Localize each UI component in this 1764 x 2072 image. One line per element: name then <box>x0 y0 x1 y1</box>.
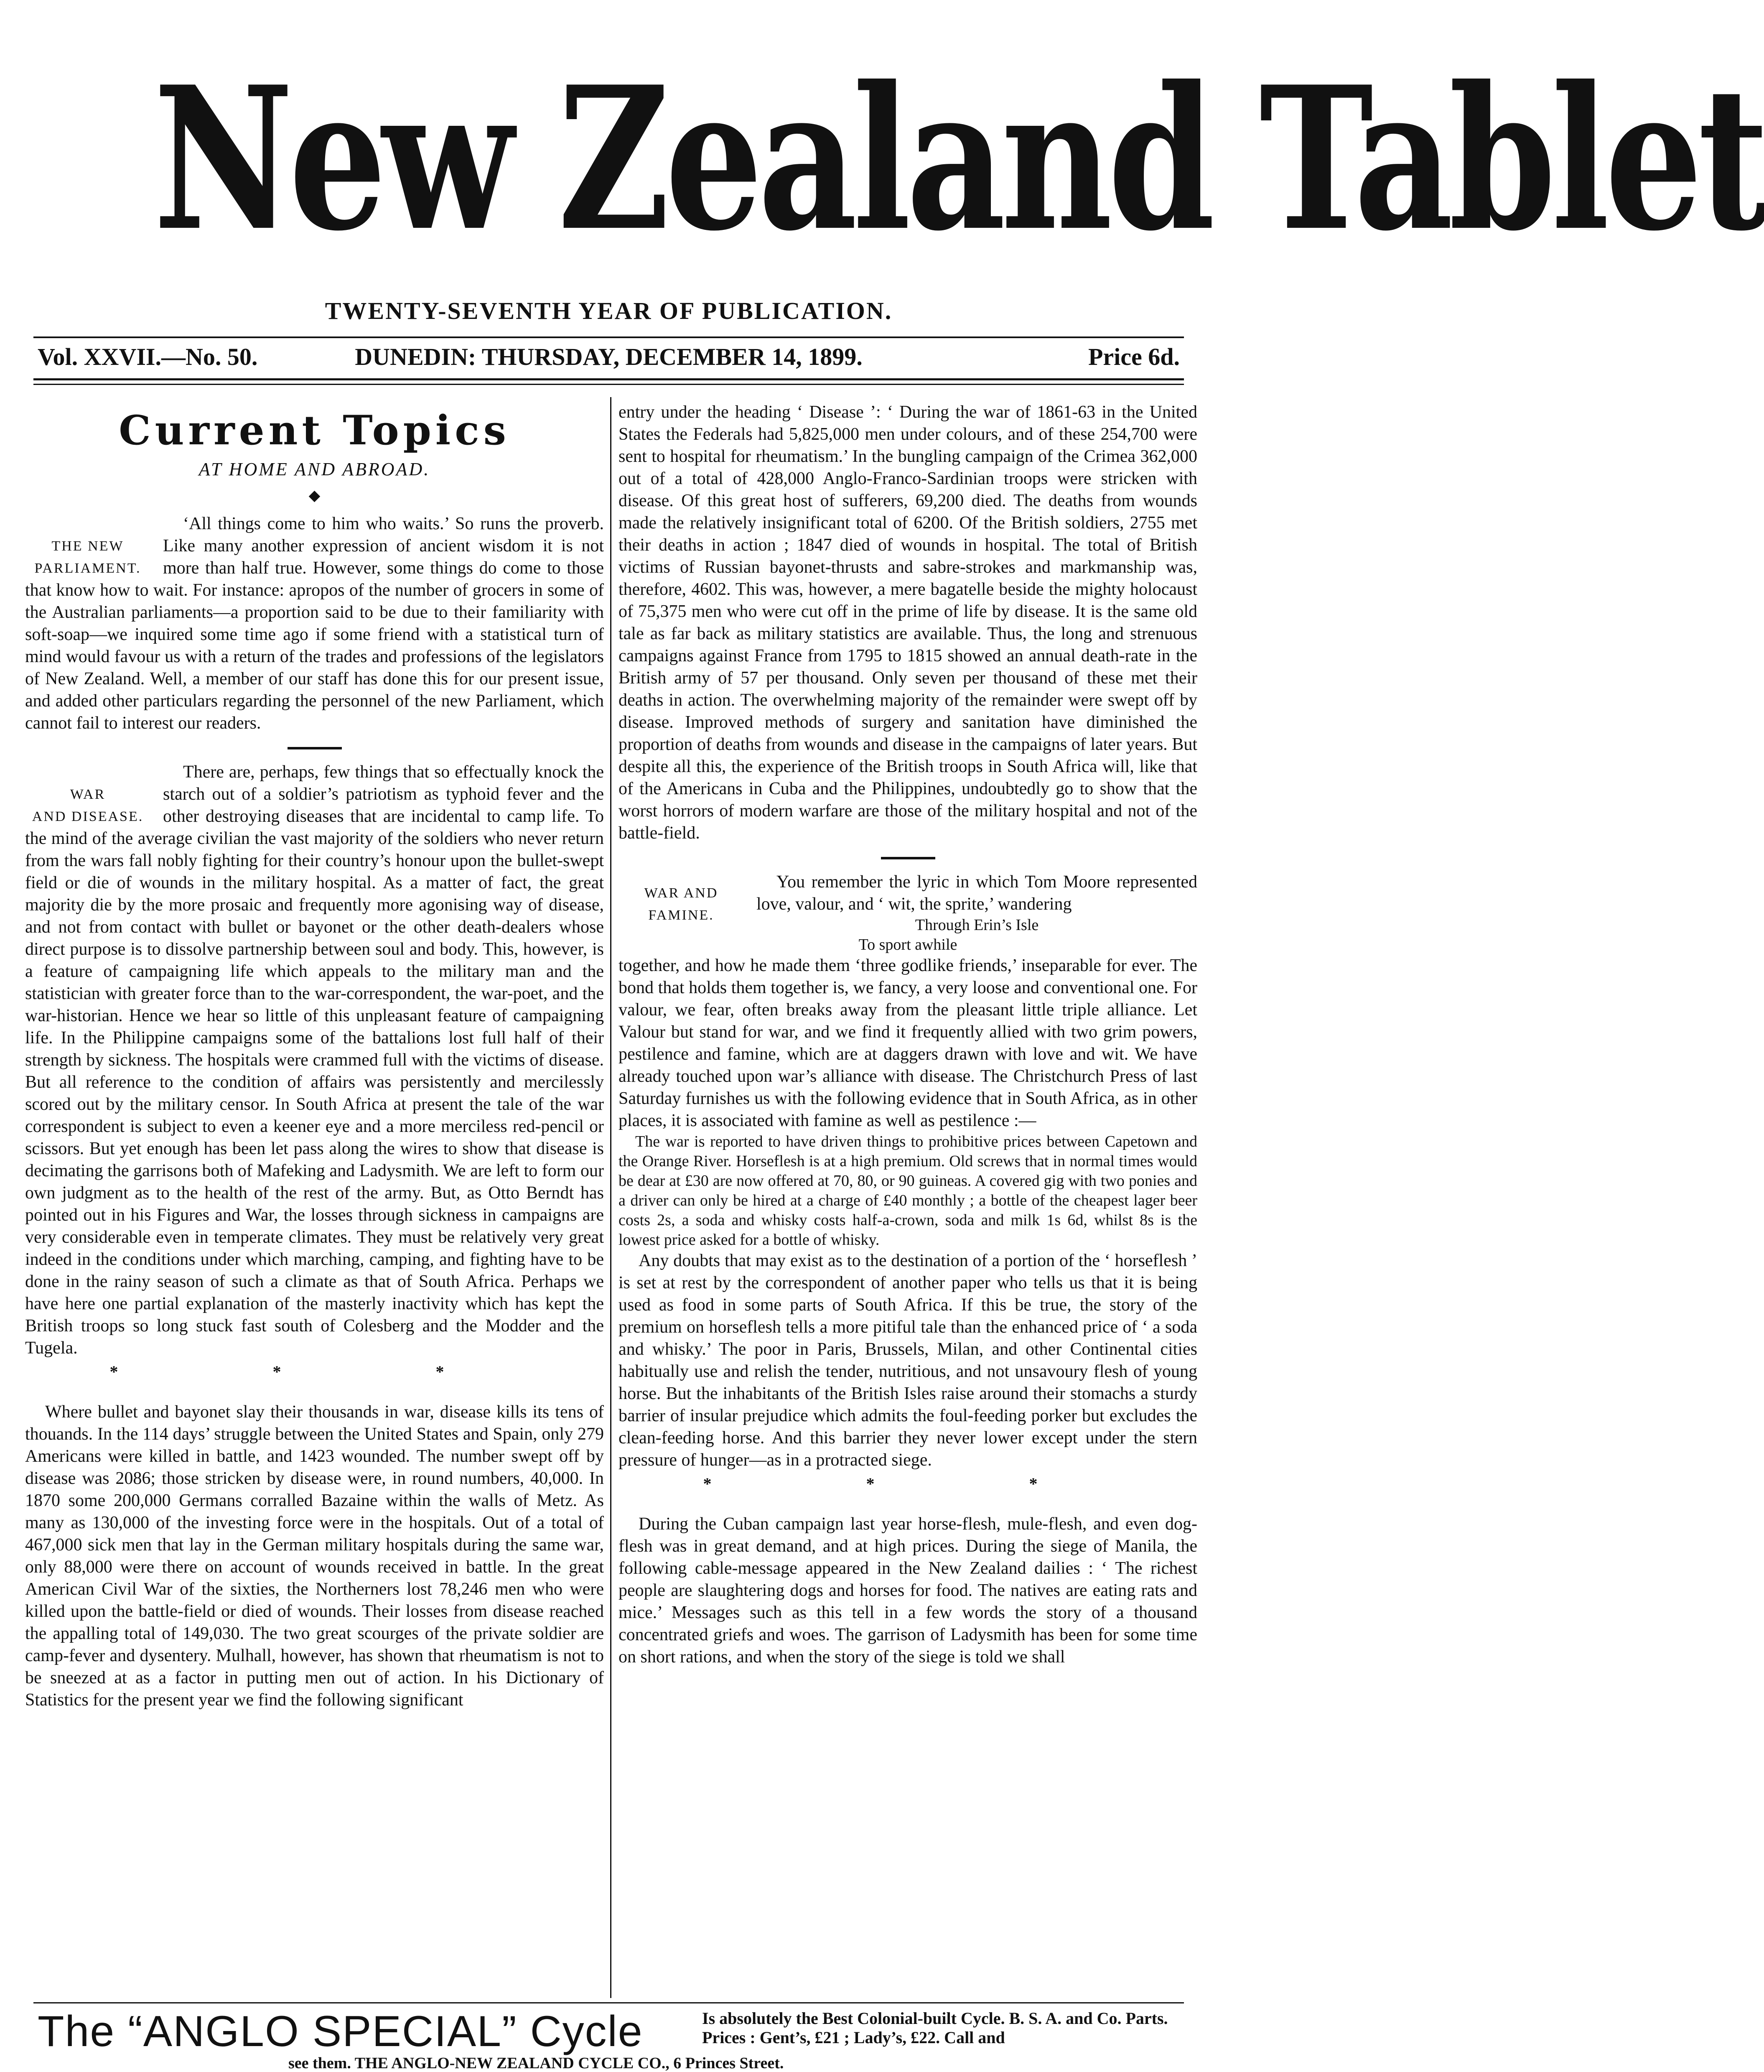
section-heading: Current Topics <box>119 407 510 454</box>
article-disease-statistics: Where bullet and bayonet slay their thousands in war, disease kills its tens of thouands. In the 114 days’ struggle between the United States and Spain, only 279 Americans were killed in battle, and 1423 wounded. The number swept off by disease was 2086; those stricken by disease were, in round numbers, 40,000. In 1870 some 200,000 Germans corralled Bazaine within the walls of Metz. As many as 130,000 of the investing force were in the hospitals. Out of a total of 467,000 sick men that lay in the German military hospitals during the same war, only 88,000 were there on account of wounds received in battle. In the great American Civil War of the sixties, the Northerners lost 78,246 men who were killed upon the battle-field or died of wounds. Their losses from disease reached the appalling total of 149,030. The two great scourges of the private soldier are camp-fever and dysentery. Mulhall, however, has shown that rheumatism is not to be sneezed at as a factor in putting men out of action. In his Dictionary of Statistics for the present year we find the following significant <box>25 1402 604 1710</box>
column-divider <box>610 397 611 1998</box>
verse-line: Through Erin’s Isle <box>915 916 1039 934</box>
article-war-and-famine: You remember the lyric in which Tom Moore represented love, valour, and ‘ wit, the sprite,’ wandering <box>756 872 1197 914</box>
masthead <box>25 25 1764 293</box>
sidehead-line: AND DISEASE. <box>32 809 144 824</box>
section-stars: * * * <box>109 1362 519 1381</box>
article-war-and-disease: There are, perhaps, few things that so effectually knock the starch out of a soldier’s patriotism as typhoid fever and the other destroying diseases that are incidental to camp life. To the mind of the average civilian the vast majority of the soldiers who never return from the wars fall nobly fighting for their country’s honour upon the bullet-swept field or die of wounds in the military hospital. As a matter of fact, the great majority die by the more prosaic and frequently more agonising way of disease, and not from contact with bullet or bayonet or the other death-dealers whose direct purpose is to dissolve partnership between soul and body. This, however, is a feature of campaigning life which appeals to the military man and the statistician with greater force than to the war-correspondent, the war-poet, and the war-historian. Hence we hear so little of this unpleasant feature of campaigning life. In the Philippine campaigns some of the battalions lost full half of their strength by sickness. The hospitals were crammed full with the victims of disease. But all reference to the condition of affairs was persistently and mercilessly scored out by the military censor. In South Africa at present the tale of the war correspondent is subject to even a keener eye and a more merciless red-pencil or scissors. But yet enough has been let pass along the wires to show that disease is decimating the garrisons both of Mafeking and Ladysmith. We are left to form our own judgment as to the health of the rest of the army. But, as Otto Berndt has pointed out in his Figures and War, the losses through sickness in campaigns are very considerable even in temperate climates. They must be relatively very great indeed in the conditions under which marching, camping, and fighting have to be done in the rainy season of such a climate as that of South Africa. Perhaps we have here one partial explanation of the masterly inactivity which has kept the British troops so long stuck fast south of Colesberg and the Modder and the Tugela. <box>25 762 604 1358</box>
diamond-ornament: ◆ <box>308 487 321 504</box>
advertisement-text: Is absolutely the Best Colonial-built Cycle. B. S. A. and Co. Parts. Prices : Gent’s, £21 ; Lady’s, £22. Call and <box>702 2009 1168 2047</box>
article-cuban-campaign: During the Cuban campaign last year horse-flesh, mule-flesh, and even dog-flesh was in great demand, and at high prices. During the siege of Manila, the following cable-message appeared in the New Zealand dailies : ‘ The richest people are slaughtering dogs and horses for food. The natives are eating rats and mice.’ Messages such as this tell in a few words the story of a thousand concentrated griefs and woes. The garrison of Ladysmith has been for some time on short rations, and when the story of the siege is told we shall <box>619 1514 1197 1667</box>
section-subheading: AT HOME AND ABROAD. <box>199 459 430 479</box>
footer-rule <box>33 2002 1184 2003</box>
section-stars: * * * <box>703 1474 1113 1493</box>
article-continued: entry under the heading ‘ Disease ’: ‘ During the war of 1861-63 in the United States the Federals had 5,825,000 men under colours, and of these 254,700 were sent to hospital for rheumatism.’ In the bungling campaign of the Crimea 362,000 out of a total of 428,000 Anglo-Franco-Sardinian troops were stricken with disease. Of this great host of sufferers, 69,200 died. The deaths from wounds made the relatively insignificant total of 6200. Of the British soldiers, 2755 met their deaths in action ; 1847 died of wounds in hospital. The total of British victims of Russian bayonet-thrusts and sabre-strokes and markmanship was, therefore, 4602. This was, however, a mere bagatelle beside the mighty holocaust of 75,375 men who were cut off in the prime of life by disease. It is the same old tale as far back as military statistics are available. Thus, the long and strenuous campaigns against France from 1795 to 1815 showed an annual death-rate in the British army of 57 per thousand. Only seven per thousand of these met their deaths in action. The overwhelming majority of the remainder were swept off by disease. Improved methods of surgery and sanitation have diminished the proportion of deaths from wounds and disease in the campaigns of later years. But despite all this, the experience of the British troops in South Africa will, like that of the Americans in Cuba and the Philippines, undoubtedly go to show that the worst horrors of modern warfare are those of the military hospital and not of the battle-field. <box>619 403 1197 843</box>
header-rule-mid <box>33 378 1184 380</box>
sidehead-new-parliament <box>25 535 150 579</box>
sidehead-line: PARLIAMENT. <box>34 561 141 576</box>
header-rule-top <box>33 336 1184 338</box>
place-date: DUNEDIN: THURSDAY, DECEMBER 14, 1899. <box>355 343 863 370</box>
newspaper-title: New Zealand Tablet <box>153 43 1764 274</box>
issue-line <box>33 343 1184 376</box>
sidehead-line: THE NEW <box>51 538 124 554</box>
article-war-and-famine-continued: together, and how he made them ‘three godlike friends,’ inseparable for ever. The bond that holds them together is, we fancy, a very loose and conventional one. For valour, we fear, often breaks away from the pleasant little triple alliance. Let Valour but stand for war, and we find it frequently allied with two grim powers, pestilence and famine, which are at daggers drawn with love and wit. We have already touched upon war’s alliance with disease. The Christchurch Press of last Saturday furnishes us with the following evidence that in South Africa, as in other places, it is associated with famine as well as pestilence :— <box>619 956 1197 1130</box>
price: Price 6d. <box>1088 343 1180 370</box>
year-of-publication: TWENTY-SEVENTH YEAR OF PUBLICATION. <box>325 297 893 324</box>
sidehead-war-and-disease <box>25 783 150 828</box>
right-column <box>619 401 1197 1998</box>
article-horseflesh: Any doubts that may exist as to the destination of a portion of the ‘ horseflesh ’ is set at rest by the correspondent of another paper who tells us that it is being used as food in some parts of South Africa. If this be true, the story of the premium on horseflesh tells a more pitiful tale than the enhanced price of ‘ a soda and whisky.’ The poor in Paris, Brussels, Milan, and other Continental cities habitually use and relish the tender, nutritious, and not unsavoury flesh of young horse. But the inhabitants of the British Isles raise around their stomachs a sturdy barrier of insular prejudice which admits the foul-feeding porker but excludes the clean-feeding horse. And this barrier they never lower except under the stern pressure of hunger—as in a protracted siege. <box>619 1251 1197 1470</box>
advertisement-title: The “ANGLO SPECIAL” Cycle <box>38 2007 643 2056</box>
section-rule <box>288 747 342 749</box>
sidehead-war-and-famine <box>619 882 744 926</box>
verse-line: To sport awhile <box>858 936 957 953</box>
sidehead-line: WAR AND <box>644 885 718 901</box>
sidehead-line: FAMINE. <box>648 907 714 923</box>
press-quotation: The war is reported to have driven things to prohibitive prices between Capetown and the Orange River. Horseflesh is at a high premium. Old screws that in normal times would be dear at £30 are now offered at 70, 80, or 90 guineas. A covered gig with two ponies and a driver can only be hired at a charge of £40 monthly ; a bottle of the cheapest lager beer costs 2s, a soda and whisky costs half-a-crown, soda and milk 1s 6d, whilst 8s is the lowest price asked for a bottle of whisky. <box>619 1133 1197 1249</box>
volume-number: Vol. XXVII.—No. 50. <box>38 343 258 370</box>
left-column <box>25 401 604 1998</box>
advertisement-address: see them. THE ANGLO-NEW ZEALAND CYCLE CO., 6 Princes Street. <box>288 2054 784 2072</box>
section-rule <box>881 857 935 859</box>
spacer <box>619 1496 1197 1513</box>
article-new-parliament: ‘All things come to him who waits.’ So runs the proverb. Like many another expression of ancient wisdom it is not more than half true. However, some things do come to those that know how to wait. For instance: apropos of the number of grocers in some of the Australian parliaments—a proportion said to be due to their familiarity with soft-soap—we inquired some time ago if some friend with a statistical turn of mind would favour us with a return of the trades and professions of the legislators of New Zealand. Well, a member of our staff has done this for our present issue, and added other particulars regarding the personnel of the new Parliament, which cannot fail to interest our readers. <box>25 514 604 733</box>
sidehead-line: WAR <box>70 787 106 802</box>
header-rule-bottom <box>33 384 1184 385</box>
spacer <box>25 1384 604 1401</box>
advertisement <box>38 2006 1183 2061</box>
